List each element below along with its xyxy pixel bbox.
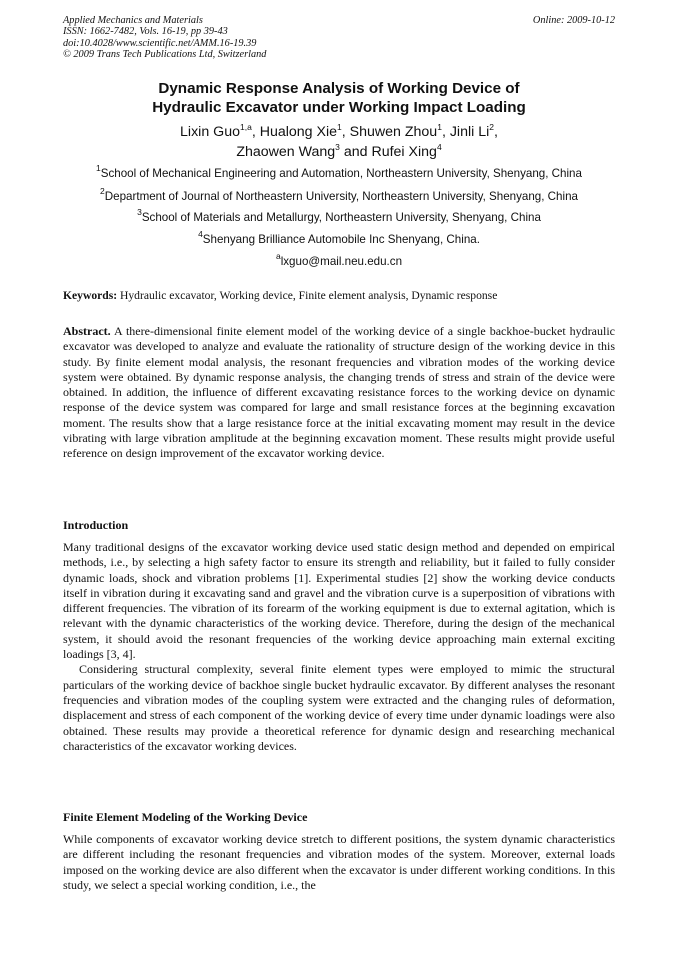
- author-name: Jinli Li: [449, 124, 490, 140]
- section-heading: Finite Element Modeling of the Working Device: [63, 810, 308, 824]
- paragraph: Many traditional designs of the excavator working device used static design method and depended on empirical methods, i.e., by selecting a high safety factor to ensure its strength and reliability, but it failed to fully consider dynamic loads, shock and vibration problems [1]. Experimental studies [2] show the working device conducts itself in vibration during it excavating sand and gravel and the vibration curve is a superposition of vibrations with different frequencies. The vibration of its forearm of the working equipment is due to external agitation, which is relevant with the dynamic characteristics of the working device. Therefore, during the design of the mechanical system, it should avoid the resonant frequencies of the working device approaching main external exciting loadings [3, 4].: [63, 540, 615, 662]
- affiliation-email: [40, 251, 638, 269]
- affiliation-sup: 4: [198, 229, 203, 239]
- fem-body: [63, 832, 615, 893]
- doi-line: doi:10.4028/www.scientific.net/AMM.16-19.39: [63, 37, 257, 49]
- affiliation: [40, 163, 638, 181]
- author-list: [40, 122, 638, 162]
- author-sup: 4: [436, 142, 442, 152]
- author-sup: 1,a: [239, 122, 252, 132]
- author-name: Shuwen Zhou: [349, 124, 438, 140]
- journal-header: [63, 15, 615, 60]
- affiliation: [40, 207, 638, 225]
- author-line: Zhaowen Wang$^3$ and Rufei Xing$^4$: [236, 142, 442, 160]
- author-sup: 1: [437, 122, 442, 132]
- author-sup: 1: [337, 122, 342, 132]
- keywords: [63, 289, 615, 303]
- author-sup: 3: [335, 142, 340, 152]
- author-name: Rufei Xing: [371, 144, 437, 160]
- author-name: Hualong Xie: [259, 124, 338, 140]
- author-line: Lixin Guo$^{1,a}$, Hualong Xie$^1$, Shuwen Zhou$^1$, Jinli Li$^2$,: [180, 122, 498, 140]
- affiliation: [40, 186, 638, 204]
- journal-name: Applied Mechanics and Materials: [63, 15, 203, 26]
- keywords-label: Keywords:: [63, 289, 118, 302]
- author-name: Lixin Guo: [180, 124, 240, 140]
- affiliation: [40, 229, 638, 247]
- email-text: lxguo@mail.neu.edu.cn: [280, 255, 403, 268]
- affiliation-sup: 3: [137, 207, 142, 217]
- affiliation-text: Department of Journal of Northeastern University, Northeastern University, Shenyang, China: [104, 190, 578, 203]
- affiliation-text: School of Materials and Metallurgy, Northeastern University, Shenyang, China: [141, 211, 541, 224]
- abstract-label: Abstract.: [63, 324, 111, 338]
- paper-title: [40, 79, 638, 117]
- section-heading: Introduction: [63, 518, 129, 532]
- affiliation-sup: 2: [100, 186, 105, 196]
- paragraph: Considering structural complexity, several finite element types were employed to mimic the structural particulars of the working device of backhoe single bucket hydraulic excavator. By different analyses the resonant frequencies and vibration modes of the coupling system were extracted and the changing rules of deformation, displacement and stress of each component of the working device of every time under dynamic loadings were also obtained. These results may provide a theoretical reference for dynamic design and researching mechanical characteristics of the excavator working devices.: [63, 662, 615, 753]
- title-line: Dynamic Response Analysis of Working Device of: [158, 80, 520, 97]
- keywords-text: Hydraulic excavator, Working device, Finite element analysis, Dynamic response: [120, 289, 498, 302]
- title-line: Hydraulic Excavator under Working Impact Loading: [152, 99, 526, 116]
- issn-line: ISSN: 1662-7482, Vols. 16-19, pp 39-43: [63, 26, 228, 38]
- affiliation-text: Shenyang Brilliance Automobile Inc Shenyang, China.: [202, 233, 480, 246]
- online-date: Online: 2009-10-12: [532, 15, 615, 26]
- introduction-body: [63, 540, 615, 754]
- author-name: Zhaowen Wang: [236, 144, 336, 160]
- paragraph: While components of excavator working device stretch to different positions, the system dynamic characteristics are different including the resonant frequencies and vibration modes of the system. Moreover, external loads imposed on the working device are also different when the excavator is under different working conditions. In this study, we select a special working condition, i.e., the: [63, 832, 615, 892]
- affiliation-sup: a: [275, 251, 281, 261]
- abstract: [63, 324, 615, 462]
- affiliation-text: School of Mechanical Engineering and Automation, Northeastern University, Shenyang, China: [100, 167, 582, 180]
- copyright-line: © 2009 Trans Tech Publications Ltd, Switzerland: [63, 48, 267, 60]
- author-sup: 2: [489, 122, 494, 132]
- abstract-text: A there-dimensional finite element model of the working device of a single backhoe-bucket hydraulic excavator was developed to analyze and evaluate the rationality of structure design of the working device in this study. By finite element modal analysis, the resonant frequencies and vibration modes of the working device system were obtained. By dynamic response analysis, the changing trends of stress and strain of the device were obtained. In addition, the influence of different excavating resistance forces to the working device on dynamic response of the device system was compared for large and small resistance forces at the beginning excavation moment. The results show that a large resistance force at the initial excavating moment may result in the device vibrating with large vibration amplitude at the beginning excavation moment. These results might provide useful reference on design improvement of the excavator working device.: [63, 324, 615, 461]
- affiliation-sup: 1: [96, 163, 101, 173]
